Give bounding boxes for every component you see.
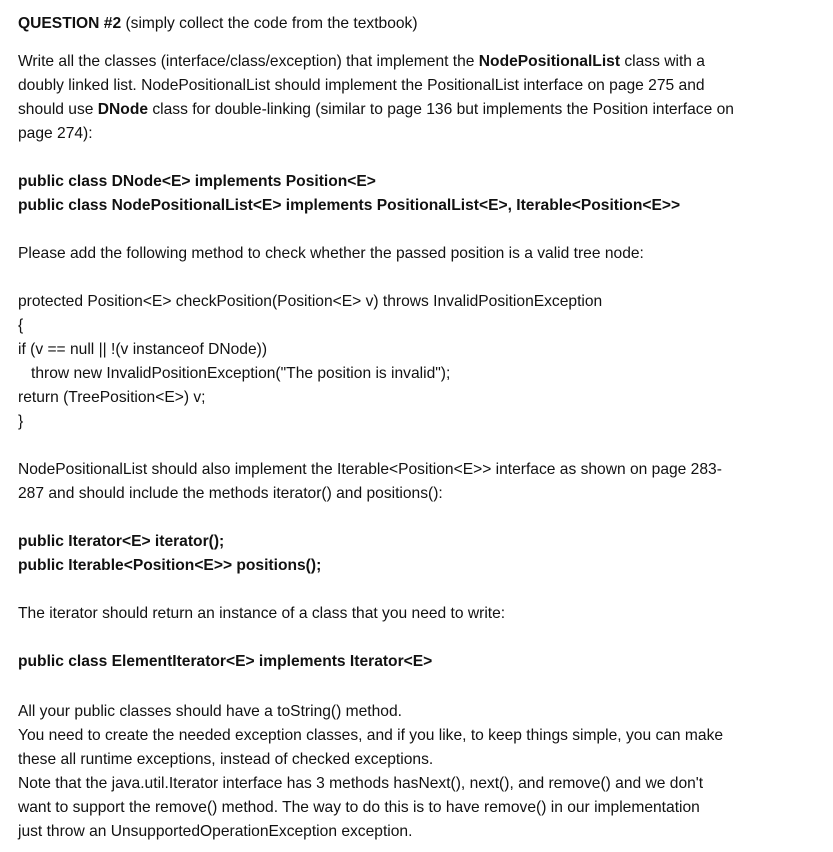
intro-class-name: NodePositionalList bbox=[478, 53, 621, 70]
check-position-instruction: Please add the following method to check whether the passed position is a valid tree node: bbox=[18, 245, 644, 262]
iterator-instruction: The iterator should return an instance of a class that you need to write: bbox=[18, 605, 506, 622]
elementiterator-declaration: public class ElementIterator<E> implements Iterator<E> bbox=[18, 653, 433, 670]
intro-line-2: doubly linked list. NodePositionalList should implement the PositionalList interface on page 275 and bbox=[18, 77, 705, 94]
iterable-line-2: 287 and should include the methods iterator() and positions(): bbox=[18, 485, 443, 502]
note-line: All your public classes should have a toString() method. bbox=[18, 703, 402, 720]
question-subtitle: (simply collect the code from the textbook) bbox=[121, 15, 418, 32]
intro-line-1 bbox=[18, 50, 825, 74]
iterable-line-1: NodePositionalList should also implement the Iterable<Position<E>> interface as shown on page 283- bbox=[18, 461, 722, 478]
intro-text: should use bbox=[18, 101, 98, 118]
question-heading bbox=[18, 12, 825, 36]
code-line: protected Position<E> checkPosition(Position<E> v) throws InvalidPositionException bbox=[18, 293, 603, 310]
intro-text: class for double-linking (similar to page 136 but implements the Position interface on bbox=[148, 101, 734, 118]
code-line: { bbox=[18, 317, 24, 334]
dnode-declaration: public class DNode<E> implements Position<E> bbox=[18, 173, 376, 190]
code-line: if (v == null || !(v instanceof DNode)) bbox=[18, 341, 268, 358]
note-line: these all runtime exceptions, instead of checked exceptions. bbox=[18, 751, 434, 768]
positions-method-signature: public Iterable<Position<E>> positions(); bbox=[18, 557, 322, 574]
code-line: throw new InvalidPositionException("The position is invalid"); bbox=[18, 365, 451, 382]
note-line: You need to create the needed exception classes, and if you like, to keep things simple, you can make bbox=[18, 727, 724, 744]
iterator-method-signature: public Iterator<E> iterator(); bbox=[18, 533, 225, 550]
intro-line-4: page 274): bbox=[18, 125, 93, 142]
note-line: Note that the java.util.Iterator interface has 3 methods hasNext(), next(), and remove() and we don't bbox=[18, 775, 704, 792]
note-line: want to support the remove() method. The way to do this is to have remove() in our implementation bbox=[18, 799, 700, 816]
note-line: just throw an UnsupportedOperationException exception. bbox=[18, 823, 413, 840]
code-line: return (TreePosition<E>) v; bbox=[18, 389, 206, 406]
nodepositionallist-declaration: public class NodePositionalList<E> implements PositionalList<E>, Iterable<Position<E>> bbox=[18, 197, 681, 214]
intro-text: class with a bbox=[620, 53, 705, 70]
intro-class-name: DNode bbox=[97, 101, 149, 118]
intro-text: Write all the classes (interface/class/exception) that implement the bbox=[18, 53, 479, 70]
question-title: QUESTION #2 bbox=[18, 15, 122, 32]
intro-line-3 bbox=[18, 98, 825, 122]
code-line: } bbox=[18, 413, 24, 430]
